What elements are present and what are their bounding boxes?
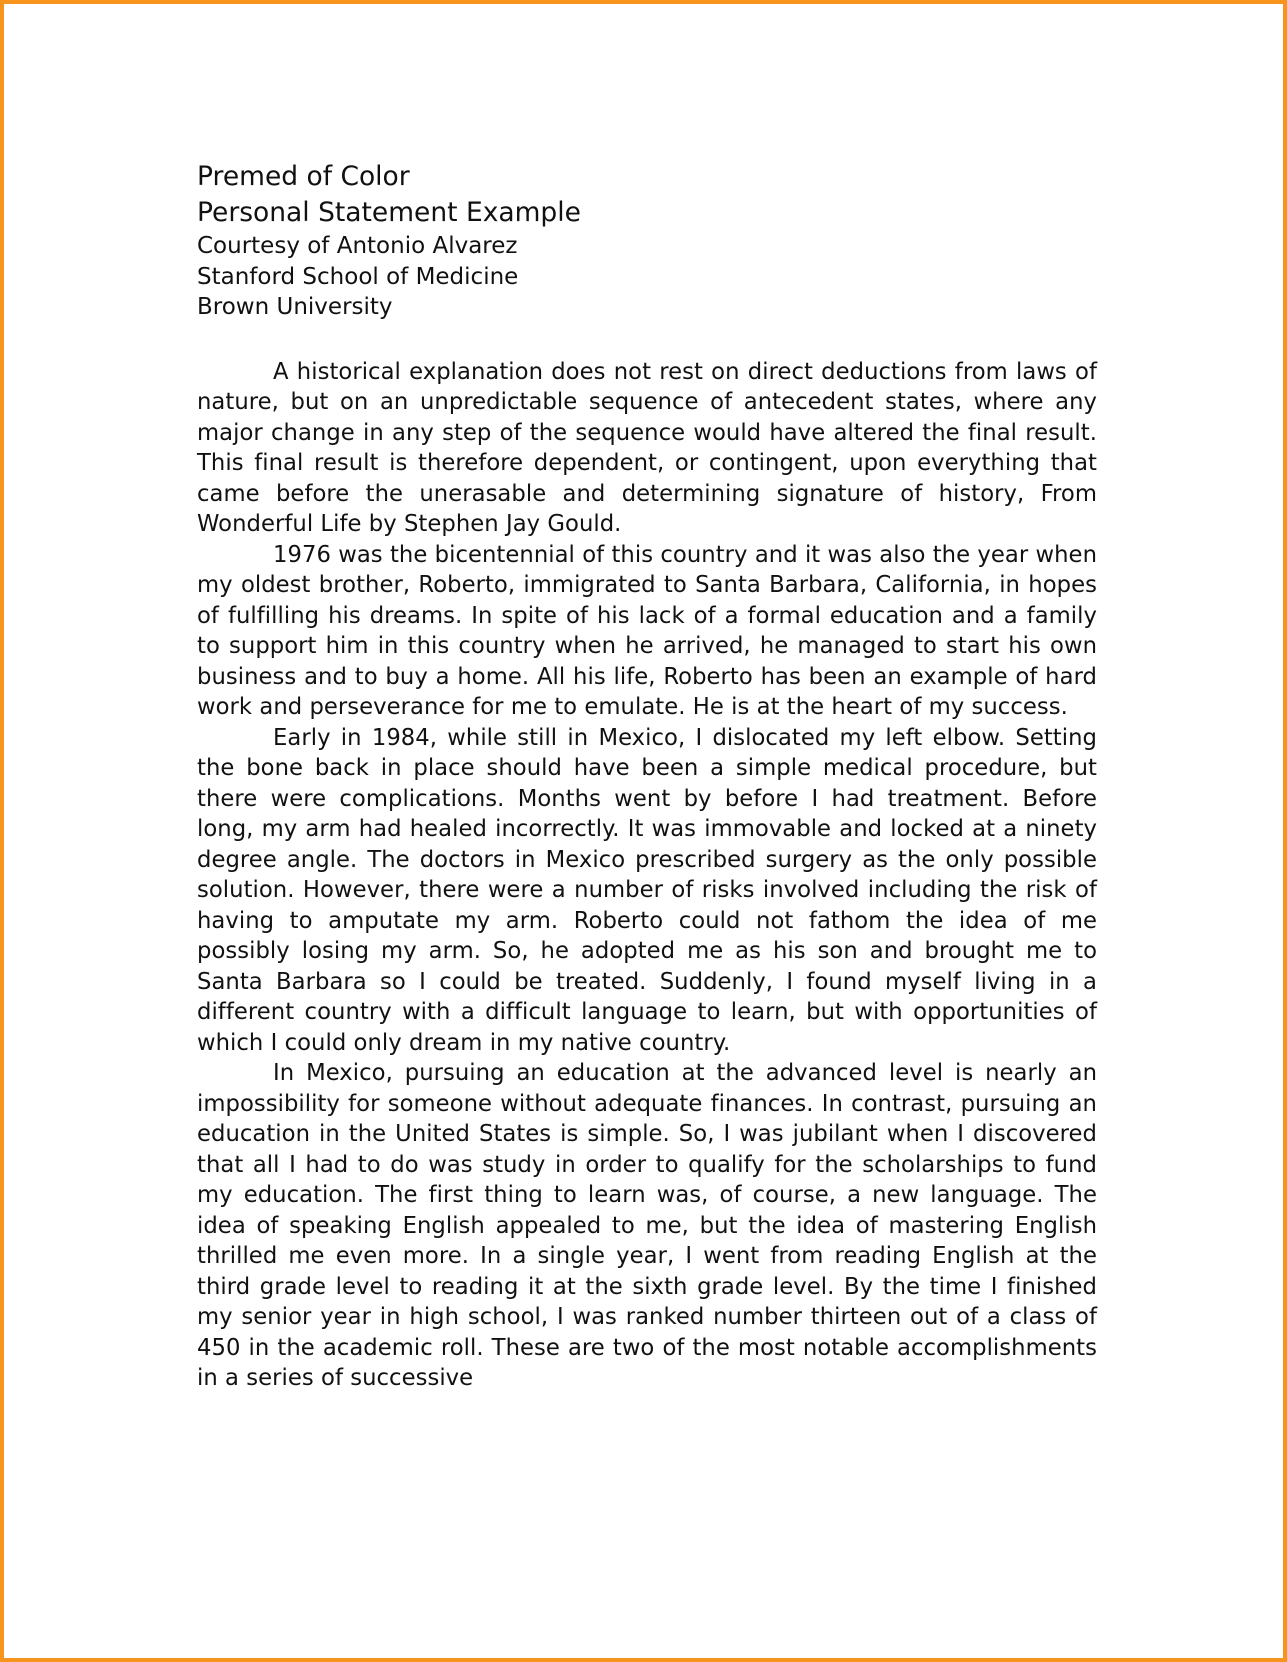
- doc-university: Brown University: [197, 294, 393, 320]
- document-page: [197, 159, 1097, 1394]
- paragraph-3: Early in 1984, while still in Mexico, I dislocated my left elbow. Setting the bone back in place should have been a simple medical procedure, but there were complications. Months went by before I had treatment. Before long, my arm had healed incorrectly. It was immovable and locked at a ninety degree angle. The doctors in Mexico prescribed surgery as the only possible solution. However, there were a number of risks involved including the risk of having to amputate my arm. Roberto could not fathom the idea of me possibly losing my arm. So, he adopted me as his son and brought me to Santa Barbara so I could be treated. Suddenly, I found myself living in a different country with a difficult language to learn, but with opportunities of which I could only dream in my native country.: [197, 724, 1097, 1056]
- document-body: [197, 357, 1097, 1394]
- doc-title: Premed of Color: [197, 161, 410, 192]
- doc-school: Stanford School of Medicine: [197, 263, 519, 290]
- paragraph-1: A historical explanation does not rest on direct deductions from laws of nature, but on an unpredictable sequence of antecedent states, where any major change in any step of the sequence would have altered the final result. This final result is therefore dependent, or contingent, upon everything that came before the unerasable and determining signature of history, From Wonderful Life by Stephen Jay Gould.: [197, 358, 1097, 537]
- paragraph-4: In Mexico, pursuing an education at the advanced level is nearly an impossibility for someone without adequate finances. In contrast, pursuing an education in the United States is simple. So, I was jubilant when I discovered that all I had to do was study in order to qualify for the scholarships to fund my education. The first thing to learn was, of course, a new language. The idea of speaking English appealed to me, but the idea of mastering English thrilled me even more. In a single year, I went from reading English at the third grade level to reading it at the sixth grade level. By the time I finished my senior year in high school, I was ranked number thirteen out of a class of 450 in the academic roll. These are two of the most notable accomplishments in a series of successive: [197, 1060, 1097, 1391]
- paragraph-2: 1976 was the bicentennial of this country and it was also the year when my oldest brother, Roberto, immigrated to Santa Barbara, California, in hopes of fulfilling his dreams. In spite of his lack of a formal education and a family to support him in this country when he arrived, he managed to start his own business and to buy a home. All his life, Roberto has been an example of hard work and perseverance for me to emulate. He is at the heart of my success.: [197, 541, 1097, 720]
- doc-subtitle: Personal Statement Example: [197, 197, 581, 228]
- doc-courtesy: Courtesy of Antonio Alvarez: [197, 233, 518, 259]
- document-header: [197, 159, 1097, 323]
